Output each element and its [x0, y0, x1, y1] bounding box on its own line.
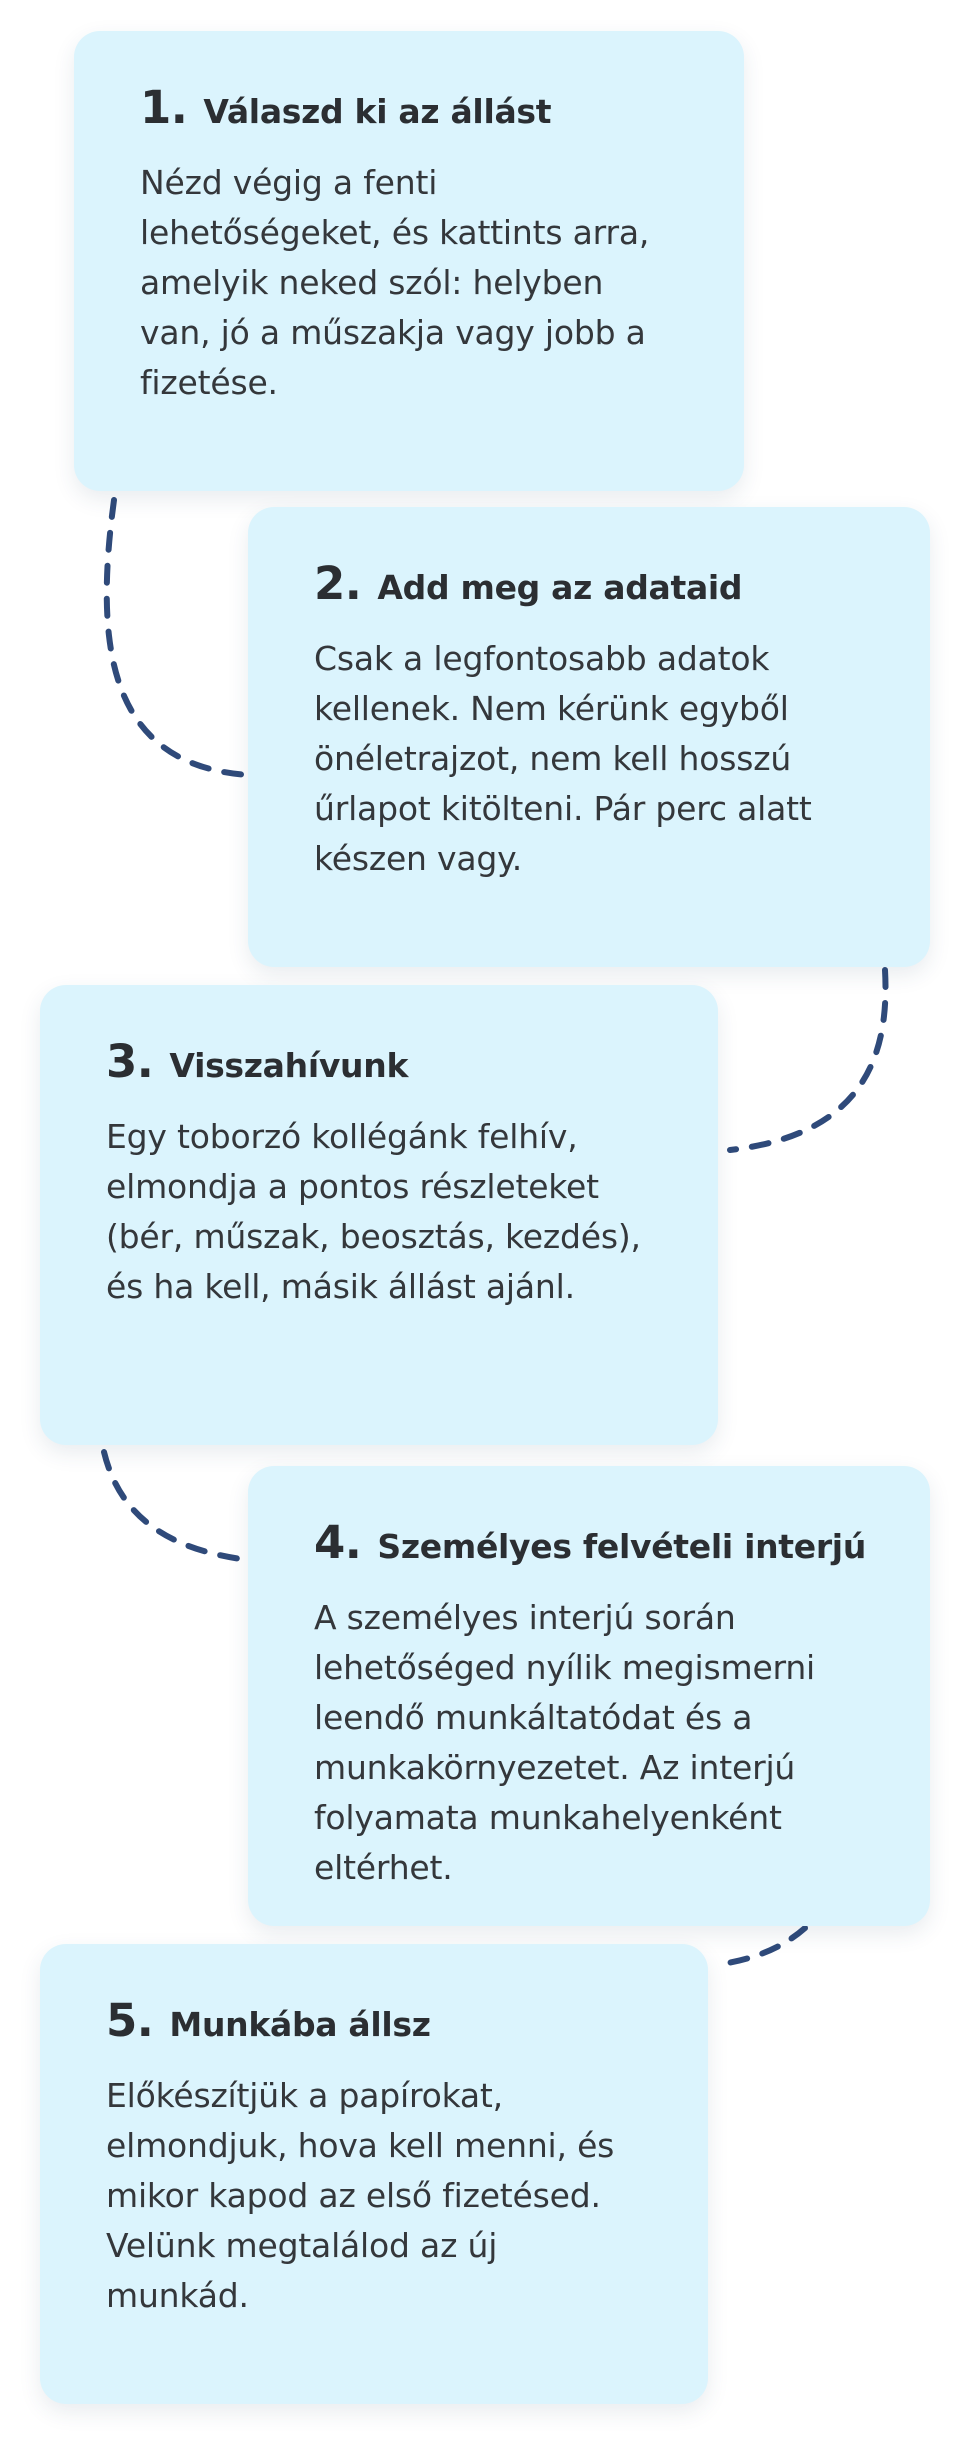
step-number: 5.: [106, 1994, 154, 2047]
step-description: A személyes interjú során lehetőséged nyílik megismerni leendő munkáltatódat és a munkakörnyezetet. Az interjú folyamata munkahelyenként eltérhet.: [314, 1598, 816, 1887]
step-heading: [106, 1035, 656, 1088]
step-heading: [314, 1516, 868, 1569]
step-title: Válaszd ki az állást: [203, 92, 552, 131]
connector-3-4: [104, 1452, 248, 1560]
step-title: Visszahívunk: [169, 1046, 409, 1085]
step-card-1: [74, 31, 744, 491]
step-heading: [314, 557, 868, 610]
step-description: Egy toborzó kollégánk felhív, elmondja a pontos részleteket (bér, műszak, beosztás, kezdés), és ha kell, másik állást ajánl.: [106, 1117, 641, 1306]
step-description: Nézd végig a fenti lehetőségeket, és kattints arra, amelyik neked szól: helyben van, jó a műszakja vagy jobb a fizetése.: [140, 163, 650, 402]
step-number: 3.: [106, 1035, 154, 1088]
step-number: 1.: [140, 81, 188, 134]
connector-4-5: [716, 1928, 805, 1965]
step-card-4: [248, 1466, 930, 1926]
step-title: Személyes felvételi interjú: [377, 1527, 867, 1566]
step-number: 4.: [314, 1516, 362, 1569]
connector-2-3: [730, 970, 886, 1150]
step-card-3: [40, 985, 718, 1445]
step-description: Előkészítjük a papírokat, elmondjuk, hova kell menni, és mikor kapod az első fizetésed. Velünk megtalálod az új munkád.: [106, 2076, 615, 2315]
step-title: Add meg az adataid: [377, 568, 743, 607]
step-title: Munkába állsz: [169, 2005, 431, 2044]
step-heading: [140, 81, 682, 134]
step-heading: [106, 1994, 646, 2047]
step-number: 2.: [314, 557, 362, 610]
step-description: Csak a legfontosabb adatok kellenek. Nem kérünk egyből önéletrajzot, nem kell hosszú űrlapot kitölteni. Pár perc alatt készen vagy.: [314, 639, 812, 878]
connector-1-2: [107, 500, 248, 775]
step-card-5: [40, 1944, 708, 2404]
step-card-2: [248, 507, 930, 967]
